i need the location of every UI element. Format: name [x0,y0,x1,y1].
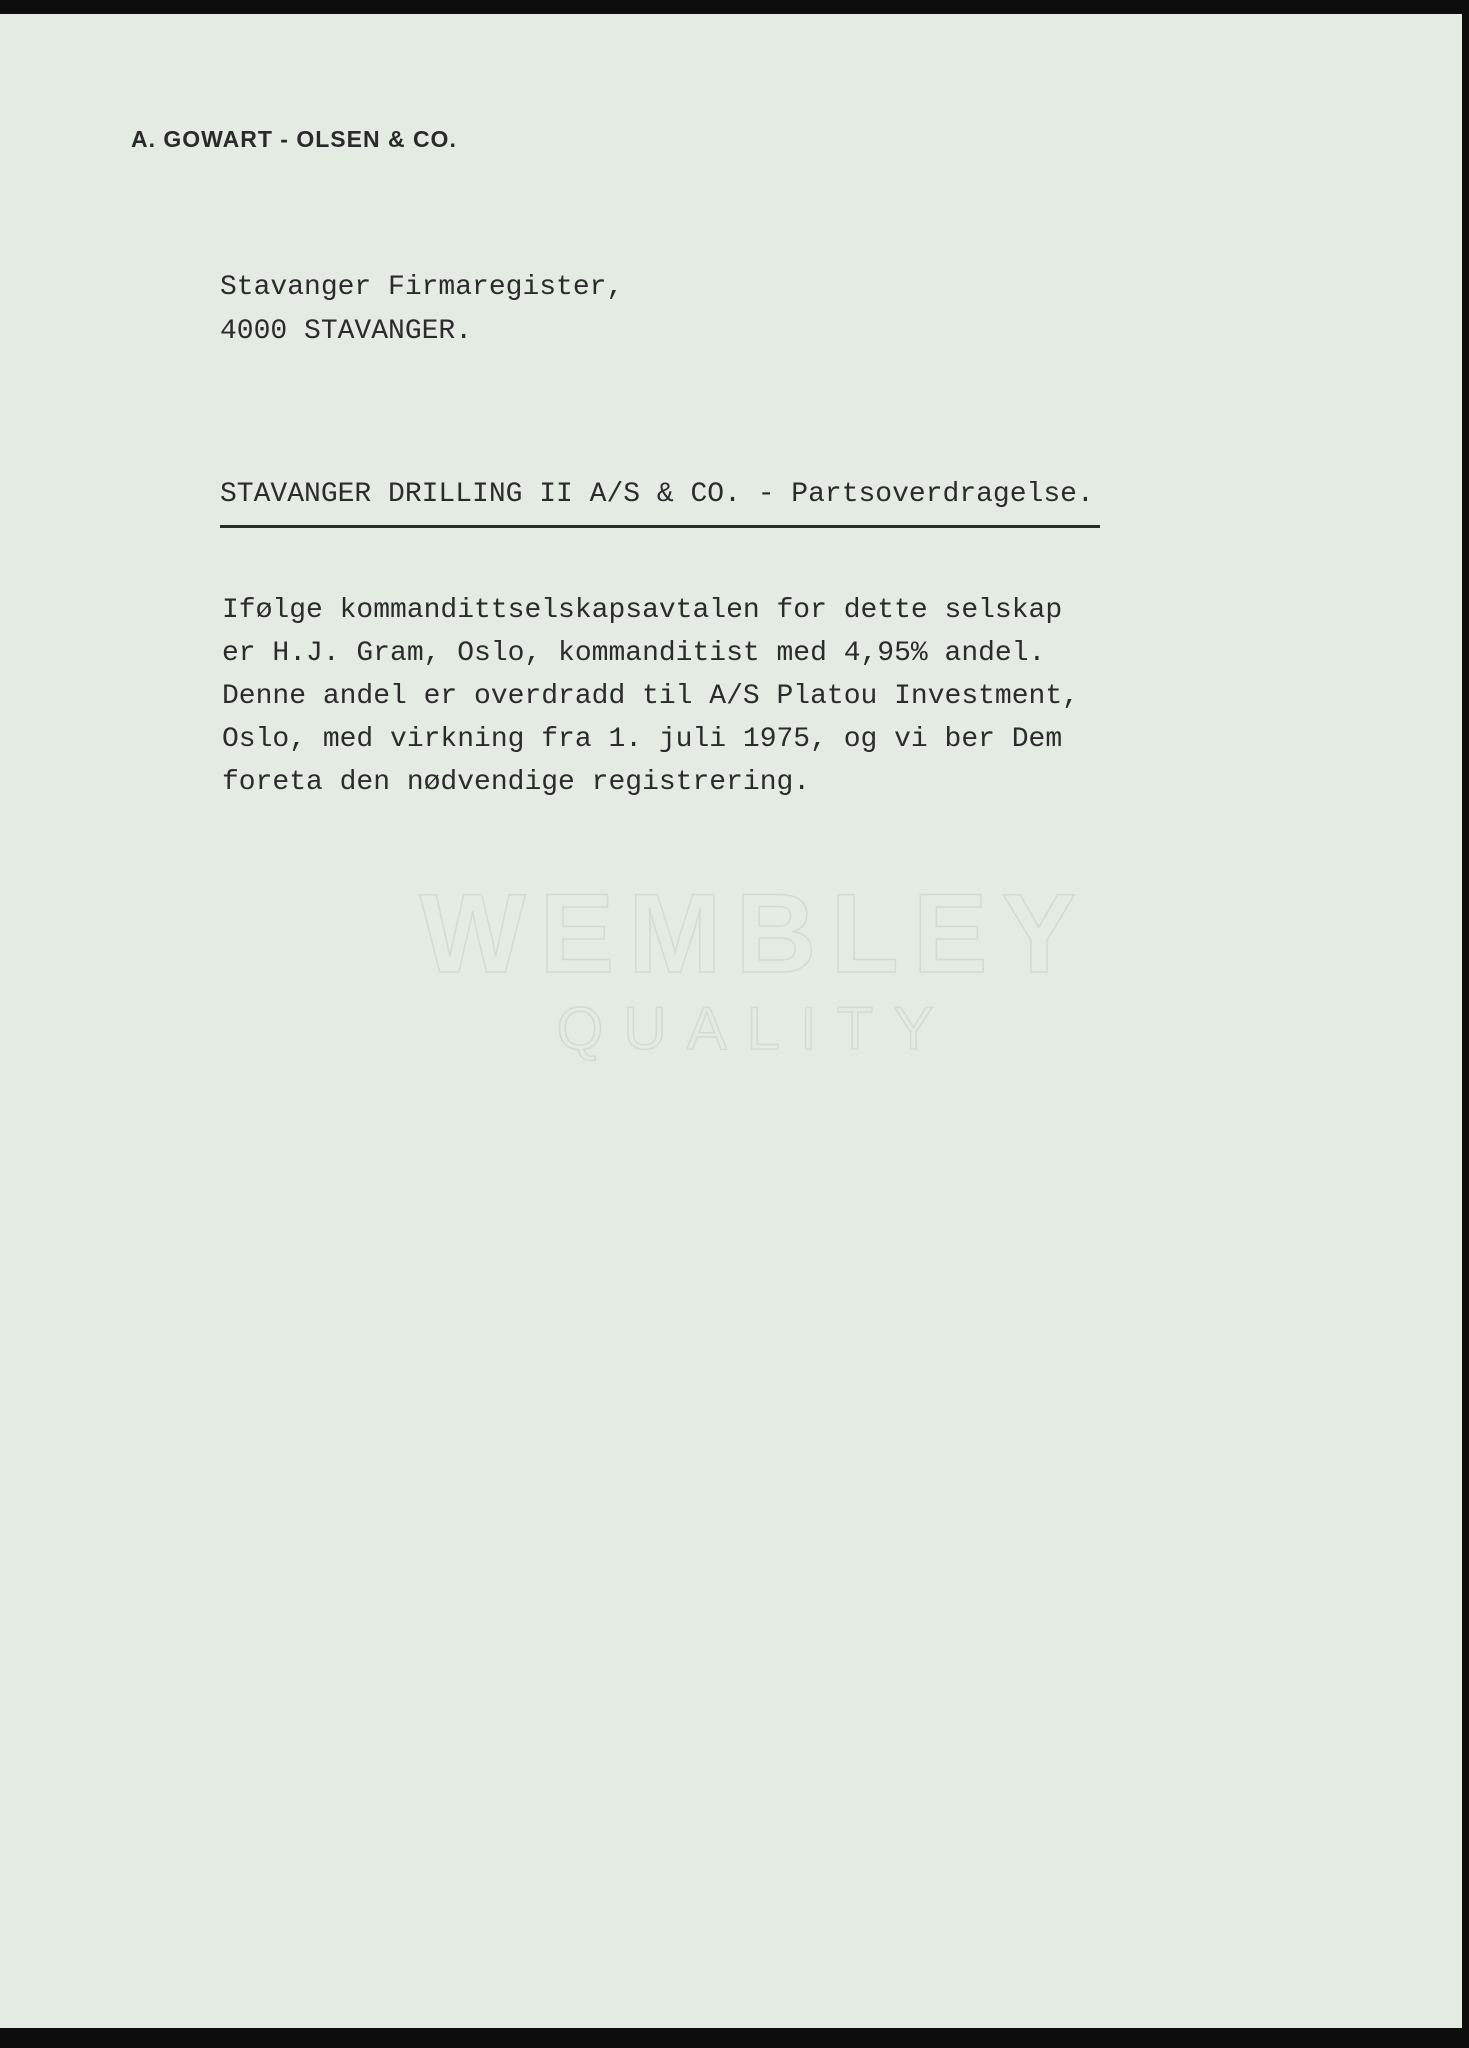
letter-body [222,589,1079,804]
body-line: er H.J. Gram, Oslo, kommanditist med 4,95% andel. [222,638,1046,669]
body-line: Denne andel er overdradd til A/S Platou Investment, [222,681,1079,712]
recipient-line: 4000 STAVANGER. [220,316,473,347]
paper-watermark [395,871,1115,1064]
recipient-line: Stavanger Firmaregister, [220,272,624,303]
body-line: Ifølge kommandittselskapsavtalen for dette selskap [222,595,1063,626]
body-line: Oslo, med virkning fra 1. juli 1975, og vi ber Dem [222,724,1063,755]
company-letterhead: A. GOWART - OLSEN & CO. [131,126,457,152]
watermark-brand: WEMBLEY [419,871,1091,996]
subject-line: STAVANGER DRILLING II A/S & CO. - Partsoverdragelse. [220,479,1094,510]
recipient-address [220,266,623,354]
subject-underline [220,525,1100,528]
watermark-grade: QUALITY [556,995,954,1062]
letter-page [0,14,1462,2028]
body-line: foreta den nødvendige registrering. [222,767,811,798]
